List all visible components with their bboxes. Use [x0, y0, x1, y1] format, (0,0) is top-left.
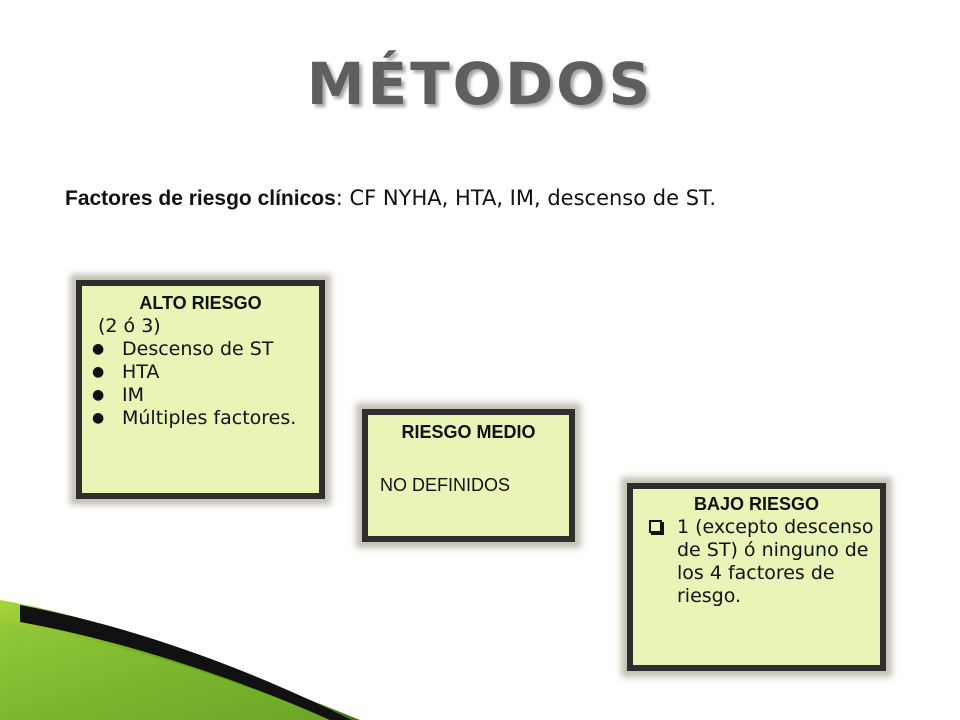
list-item-text: Descenso de ST	[122, 338, 274, 360]
low-risk-box	[627, 483, 886, 671]
risk-factors-label: Factores de riesgo clínicos	[65, 187, 336, 210]
list-item	[86, 361, 315, 384]
low-risk-list	[637, 516, 876, 608]
list-item-text: 1 (excepto descenso de ST) ó ninguno de los 4 factores de riesgo.	[677, 516, 874, 607]
slide-title: MÉTODOS	[306, 50, 654, 118]
decorative-stripe	[0, 560, 420, 720]
bullet-dot-icon: ●	[92, 410, 105, 426]
medium-risk-title: RIESGO MEDIO	[401, 422, 536, 442]
bullet-dot-icon: ●	[92, 387, 105, 403]
high-risk-list	[86, 338, 315, 430]
checkbox-bullet-icon	[649, 520, 662, 533]
medium-risk-text: NO DEFINIDOS	[380, 475, 511, 495]
list-item-text: IM	[122, 384, 144, 406]
list-item	[637, 516, 876, 608]
high-risk-box	[76, 280, 325, 499]
list-item	[86, 384, 315, 407]
list-item	[86, 338, 315, 361]
high-risk-subtitle: (2 ó 3)	[98, 315, 161, 337]
medium-risk-box	[362, 409, 575, 542]
risk-factors-line	[65, 186, 716, 211]
bullet-dot-icon: ●	[92, 341, 105, 357]
bullet-dot-icon: ●	[92, 364, 105, 380]
high-risk-title: ALTO RIESGO	[139, 293, 262, 313]
low-risk-title: BAJO RIESGO	[693, 494, 820, 514]
list-item	[86, 407, 315, 430]
risk-factors-list: : CF NYHA, HTA, IM, descenso de ST.	[335, 186, 717, 210]
list-item-text: Múltiples factores.	[122, 407, 297, 429]
list-item-text: HTA	[122, 361, 160, 383]
